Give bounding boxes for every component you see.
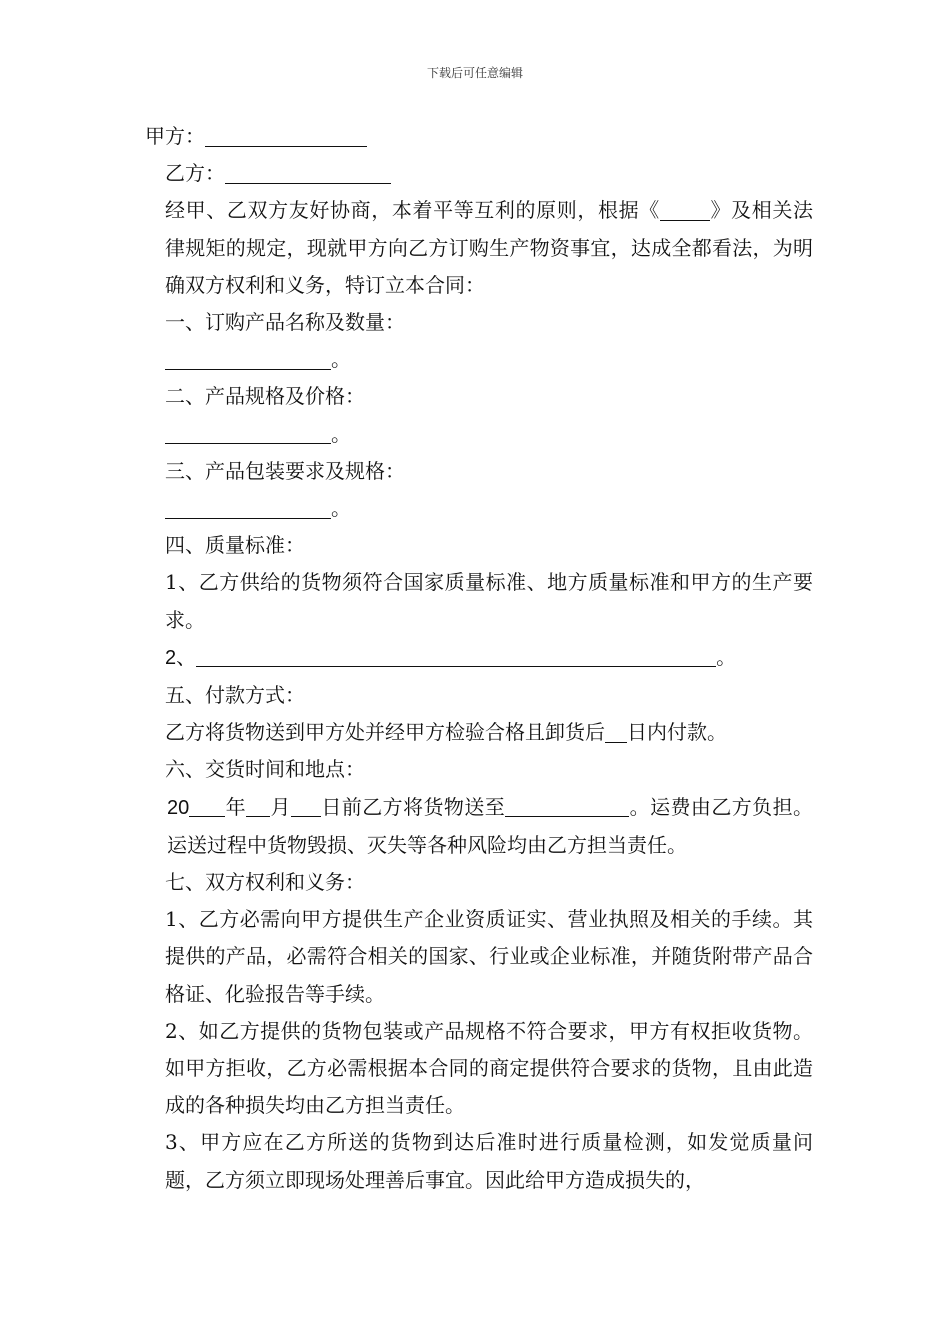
delivery-place-blank [505,795,629,817]
delivery-year-blank [189,795,225,817]
period: 。 [331,496,351,521]
period: 。 [331,347,351,372]
section-4-heading: 四、质量标准： [165,533,305,558]
section-7-item-1: 1、乙方必需向甲方提供生产企业资质证实、营业执照及相关的手续。其提供的产品，必需符合相关的国家、行业或企业标准，并随货附带产品合格证、化验报告等手续。 [165,907,813,1006]
section-2-blank [165,422,331,444]
section-4-item-2 [145,639,813,677]
section-2-fill-line [145,416,813,453]
party-b-blank [225,162,391,184]
delivery-month-blank [246,795,270,817]
section-3-fill-line [145,490,813,527]
section-5-heading: 五、付款方式： [165,683,305,708]
payment-text-2: 日内付款。 [627,720,727,745]
section-3-heading: 三、产品包装要求及规格： [165,458,405,483]
intro-paragraph [145,192,813,304]
section-1-blank [165,348,331,370]
section-7-item-3: 3、甲方应在乙方所送的货物到达后准时进行质量检测，如发觉质量问题，乙方须立即现场处理善后事宜。因此给甲方造成损失的， [165,1130,813,1192]
section-1-heading: 一、订购产品名称及数量： [165,310,405,335]
item-2-number: 2、 [165,646,197,669]
party-a-line [145,118,813,155]
section-6-text [145,789,813,864]
delivery-day-blank [291,795,321,817]
law-name-blank [660,199,710,221]
page-header-note: 下载后可任意编辑 [426,66,523,80]
party-a-label: 甲方： [145,124,205,148]
year-label: 年 [225,794,247,819]
contract-body [145,118,813,1199]
party-b-line [145,155,813,192]
party-a-blank [205,125,367,147]
section-1-fill-line [145,341,813,378]
section-4-item-2-blank [196,645,716,667]
payment-text-1: 乙方将货物送到甲方处并经甲方检验合格且卸货后 [165,720,605,745]
section-2-heading: 二、产品规格及价格： [165,384,365,409]
delivery-year-prefix: 20 [167,796,190,819]
section-5-text [145,714,813,751]
section-7-heading: 七、双方权利和义务： [165,870,365,895]
intro-text-1: 经甲、乙双方友好协商，本着平等互利的原则，根据《 [165,198,660,223]
period: 。 [716,644,737,669]
period: 。 [331,421,351,446]
payment-days-blank [605,721,627,743]
delivery-text: 日前乙方将货物送至 [320,794,506,819]
delivery-rest: 。运费由乙方负担。运送过程中货物毁损、灭失等各种风险均由乙方担当责任。 [167,794,814,857]
section-6-heading: 六、交货时间和地点： [165,757,365,782]
section-3-blank [165,497,331,519]
section-4-item-1: 1、乙方供给的货物须符合国家质量标准、地方质量标准和甲方的生产要求。 [165,570,813,632]
party-b-label: 乙方： [165,161,225,186]
intro-text-2: 》及相关法律规矩的规定，现就甲方向乙方订购生产物资事宜，达成全都看法，为明确双方权利和义务，特订立本合同： [165,198,814,297]
section-7-item-2: 2、如乙方提供的货物包装或产品规格不符合要求，甲方有权拒收货物。如甲方拒收，乙方必需根据本合同的商定提供符合要求的货物，且由此造成的各种损失均由乙方担当责任。 [165,1018,813,1118]
month-label: 月 [270,794,291,819]
